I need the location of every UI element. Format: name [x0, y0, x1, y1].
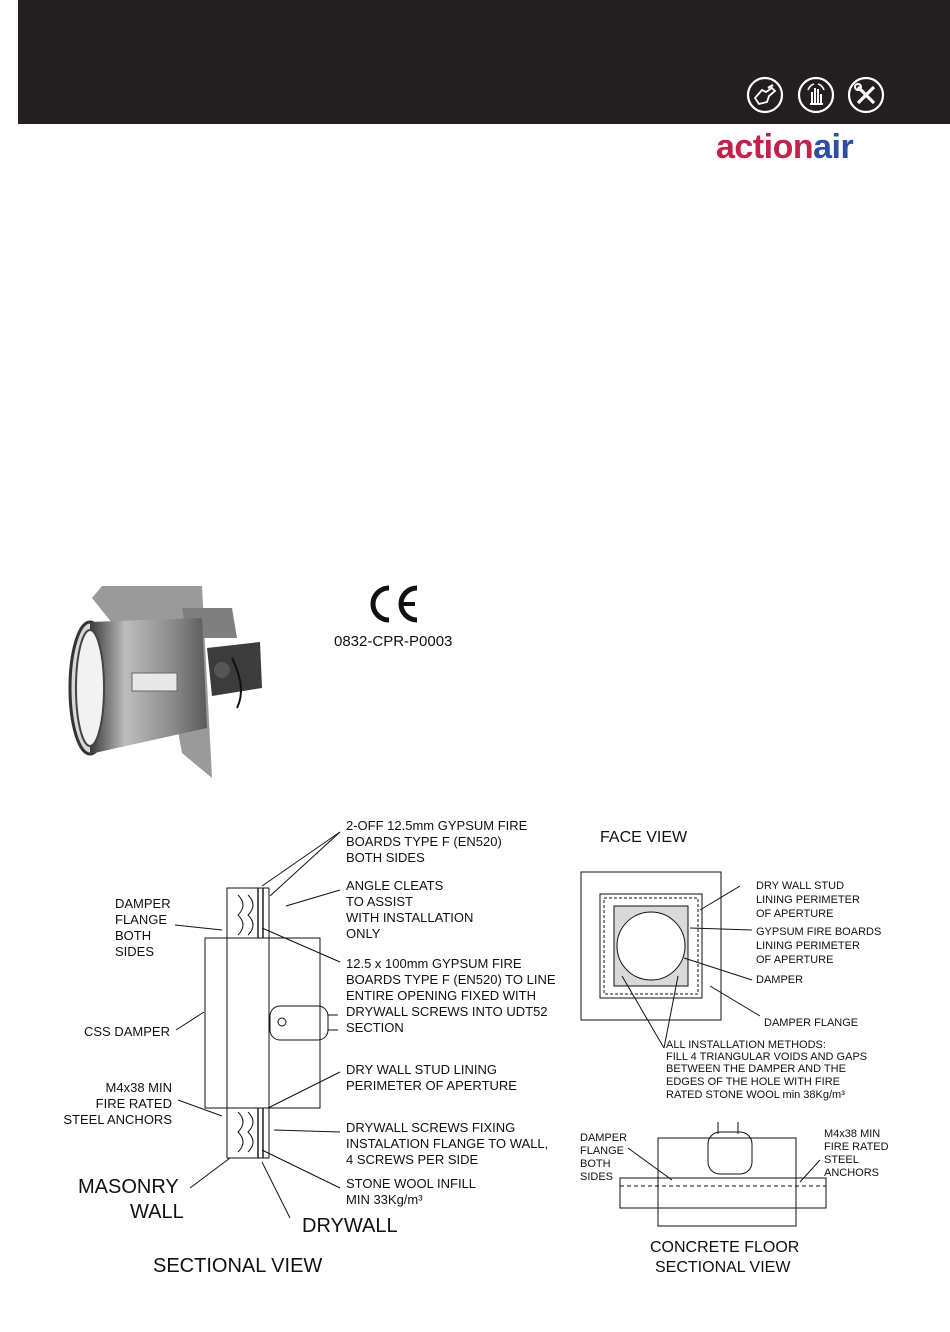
floor-flange-3: BOTH [580, 1158, 611, 1170]
floor-anchors-3: STEEL [824, 1154, 859, 1166]
drywall-screws-1: DRYWALL SCREWS FIXING [346, 1120, 516, 1135]
face-boards-1: GYPSUM FIRE BOARDS [756, 926, 882, 938]
floor-anchors-2: FIRE RATED [824, 1141, 889, 1153]
damper-flange-2: FLANGE [115, 912, 168, 927]
floor-title-2: SECTIONAL VIEW [655, 1259, 791, 1276]
spanner-hand-icon [746, 76, 784, 114]
face-flange: DAMPER FLANGE [764, 1017, 859, 1029]
boards-note-1: 2-OFF 12.5mm GYPSUM FIRE [346, 818, 528, 833]
damper-product-photo [62, 578, 272, 783]
face-boards-3: OF APERTURE [756, 954, 834, 966]
installation-drawings [0, 800, 950, 1280]
boards-note-3: BOTH SIDES [346, 850, 425, 865]
sectional-view-title: SECTIONAL VIEW [153, 1255, 323, 1277]
actionair-logo: actionair [716, 128, 854, 166]
angle-cleats-4: ONLY [346, 926, 381, 941]
anchors-3: STEEL ANCHORS [63, 1112, 172, 1127]
css-damper-label: CSS DAMPER [84, 1024, 170, 1039]
stone-wool-2: MIN 33Kg/m³ [346, 1192, 423, 1207]
lining-note-2: BOARDS TYPE F (EN520) TO LINE [346, 972, 556, 987]
masonry-label-1: MASONRY [78, 1176, 179, 1198]
face-stud-1: DRY WALL STUD [756, 880, 845, 892]
ce-mark [365, 582, 421, 626]
masonry-label-2: WALL [130, 1201, 184, 1223]
methods-2: FILL 4 TRIANGULAR VOIDS AND GAPS [666, 1051, 868, 1063]
stud-lining-2: PERIMETER OF APERTURE [346, 1078, 517, 1093]
lining-note-3: ENTIRE OPENING FIXED WITH [346, 988, 536, 1003]
angle-cleats-3: WITH INSTALLATION [346, 910, 474, 925]
drywall-label: DRYWALL [302, 1215, 398, 1237]
damper-flange-1: DAMPER [115, 896, 171, 911]
face-stud-2: LINING PERIMETER [756, 894, 860, 906]
screwdriver-wrench-icon [847, 76, 885, 114]
methods-4: EDGES OF THE HOLE WITH FIRE [666, 1076, 840, 1088]
floor-title-1: CONCRETE FLOOR [650, 1239, 800, 1256]
stud-lining-1: DRY WALL STUD LINING [346, 1062, 497, 1077]
lining-note-4: DRYWALL SCREWS INTO UDT52 [346, 1004, 548, 1019]
drywall-screws-3: 4 SCREWS PER SIDE [346, 1152, 479, 1167]
floor-flange-1: DAMPER [580, 1132, 628, 1144]
face-view-diagram [581, 872, 760, 1048]
lining-note-5: SECTION [346, 1020, 404, 1035]
face-boards-2: LINING PERIMETER [756, 940, 860, 952]
hand-touch-icon [797, 76, 835, 114]
lining-note-1: 12.5 x 100mm GYPSUM FIRE [346, 956, 522, 971]
methods-3: BETWEEN THE DAMPER AND THE [666, 1063, 846, 1075]
angle-cleats-1: ANGLE CLEATS [346, 878, 444, 893]
floor-flange-4: SIDES [580, 1171, 614, 1183]
stone-wool-1: STONE WOOL INFILL [346, 1176, 477, 1191]
face-view-title: FACE VIEW [600, 829, 688, 846]
angle-cleats-2: TO ASSIST [346, 894, 413, 909]
floor-anchors-1: M4x38 MIN [824, 1128, 881, 1140]
methods-5: RATED STONE WOOL min 38Kg/m³ [666, 1089, 845, 1101]
face-damper: DAMPER [756, 974, 804, 986]
damper-flange-3: BOTH [115, 928, 152, 943]
boards-note-2: BOARDS TYPE F (EN520) [346, 834, 502, 849]
concrete-floor-diagram [620, 1122, 826, 1226]
face-stud-3: OF APERTURE [756, 908, 834, 920]
floor-anchors-4: ANCHORS [824, 1167, 880, 1179]
floor-flange-2: FLANGE [580, 1145, 625, 1157]
drywall-screws-2: INSTALATION FLANGE TO WALL, [346, 1136, 549, 1151]
anchors-2: FIRE RATED [95, 1096, 172, 1111]
damper-flange-4: SIDES [115, 944, 155, 959]
certification-number: 0832-CPR-P0003 [334, 633, 453, 650]
sectional-view-diagram [175, 832, 340, 1218]
methods-1: ALL INSTALLATION METHODS: [666, 1039, 826, 1051]
anchors-1: M4x38 MIN [105, 1080, 172, 1095]
